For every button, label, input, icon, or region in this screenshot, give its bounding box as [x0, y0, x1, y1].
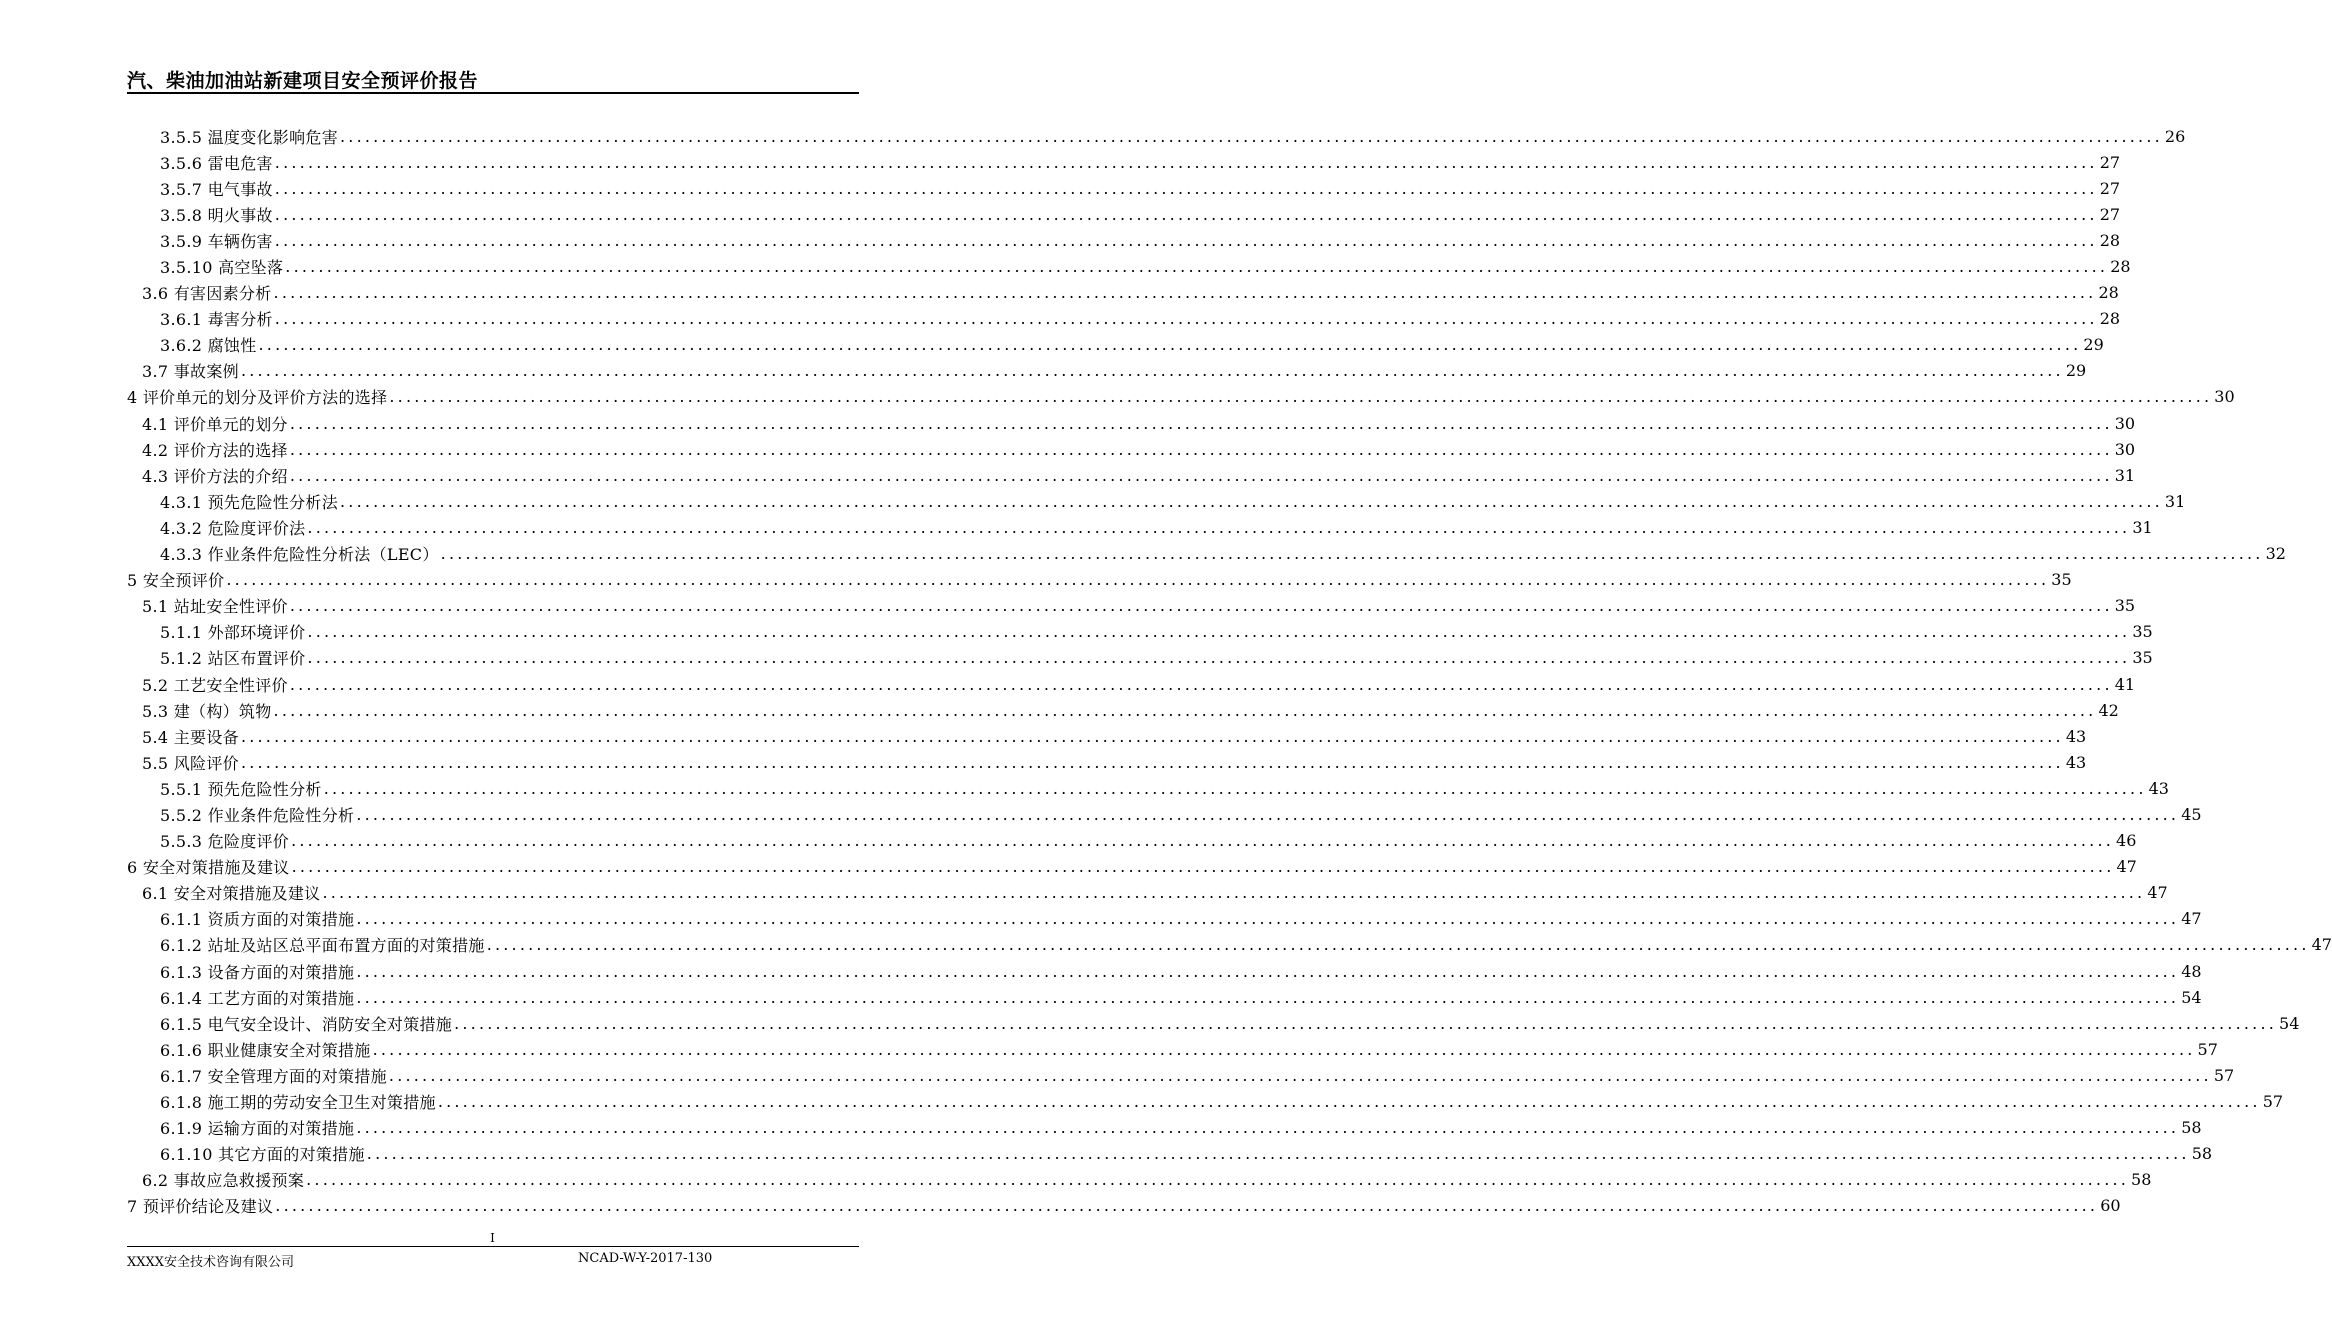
toc-dot-leader: ............................................................................................................................................................................................................................ — [240, 361, 2064, 381]
toc-entry-page-number: 47 — [2147, 883, 2168, 903]
toc-entry-title: 7 预评价结论及建议 — [127, 1197, 274, 1217]
toc-entry-page-number: 45 — [2181, 804, 2202, 824]
toc-dot-leader: ............................................................................................................................................................................................................................ — [275, 1196, 2099, 1216]
footer-divider — [127, 1246, 859, 1247]
toc-entry-title: 3.7 事故案例 — [142, 362, 239, 382]
toc-entry[interactable] — [127, 723, 2087, 749]
toc-entry[interactable] — [127, 306, 2121, 332]
toc-entry[interactable] — [127, 149, 2121, 175]
toc-entry[interactable] — [127, 358, 2087, 384]
toc-entry[interactable] — [127, 1141, 2213, 1167]
toc-entry[interactable] — [127, 514, 2153, 540]
toc-entry[interactable] — [127, 749, 2087, 775]
toc-entry-page-number: 27 — [2099, 178, 2121, 198]
toc-entry-page-number: 35 — [2132, 648, 2153, 668]
toc-entry[interactable] — [127, 697, 2119, 723]
toc-entry[interactable] — [127, 436, 2136, 462]
toc-entry[interactable] — [127, 984, 2202, 1010]
toc-dot-leader: ............................................................................................................................................................................................................................ — [289, 465, 2113, 485]
toc-entry-page-number: 43 — [2148, 778, 2169, 798]
toc-entry[interactable] — [127, 906, 2202, 932]
toc-entry-title: 3.5.9 车辆伤害 — [160, 231, 273, 251]
toc-dot-leader: ............................................................................................................................................................................................................................ — [323, 778, 2147, 798]
toc-entry[interactable] — [127, 280, 2119, 306]
toc-entry-title: 6.1.10 其它方面的对策措施 — [160, 1145, 365, 1165]
toc-dot-leader: ............................................................................................................................................................................................................................ — [307, 648, 2131, 668]
toc-dot-leader: ............................................................................................................................................................................................................................ — [289, 596, 2113, 616]
toc-entry-page-number: 28 — [2099, 309, 2121, 329]
toc-entry-page-number: 47 — [2311, 935, 2332, 955]
toc-entry-page-number: 46 — [2116, 831, 2137, 851]
toc-entry-page-number: 43 — [2065, 752, 2087, 772]
toc-entry[interactable] — [127, 828, 2137, 854]
toc-entry-title: 4.2 评价方法的选择 — [142, 440, 288, 460]
toc-entry[interactable] — [127, 227, 2121, 253]
toc-dot-leader: ............................................................................................................................................................................................................................ — [356, 909, 2180, 929]
toc-entry-page-number: 58 — [2181, 1118, 2202, 1138]
toc-entry-title: 5.5.2 作业条件危险性分析 — [160, 805, 355, 825]
toc-entry-page-number: 57 — [2213, 1065, 2235, 1085]
toc-dot-leader: ............................................................................................................................................................................................................................ — [274, 309, 2098, 329]
toc-entry-title: 3.5.5 温度变化影响危害 — [160, 127, 338, 147]
toc-entry-title: 5.1.1 外部环境评价 — [160, 623, 306, 643]
toc-entry[interactable] — [127, 462, 2136, 488]
toc-entry-title: 3.5.10 高空坠落 — [160, 258, 284, 278]
toc-entry-page-number: 54 — [2279, 1013, 2300, 1033]
toc-entry[interactable] — [127, 567, 2072, 593]
toc-entry[interactable] — [127, 1167, 2152, 1193]
toc-entry-title: 3.6 有害因素分析 — [142, 284, 272, 304]
toc-entry[interactable] — [127, 1115, 2202, 1141]
toc-dot-leader: ............................................................................................................................................................................................................................ — [240, 752, 2064, 772]
toc-entry-title: 3.6.2 腐蚀性 — [160, 336, 257, 356]
toc-entry-title: 5.5.1 预先危险性分析 — [160, 779, 322, 799]
toc-dot-leader: ............................................................................................................................................................................................................................ — [291, 831, 2115, 851]
toc-entry-page-number: 32 — [2265, 544, 2286, 564]
toc-entry[interactable] — [127, 1010, 2300, 1036]
toc-entry-title: 6.1.1 资质方面的对策措施 — [160, 910, 355, 930]
toc-entry[interactable] — [127, 1193, 2121, 1219]
toc-entry[interactable] — [127, 880, 2168, 906]
toc-entry-page-number: 27 — [2099, 152, 2121, 172]
toc-dot-leader: ............................................................................................................................................................................................................................ — [289, 674, 2113, 694]
toc-dot-leader: ............................................................................................................................................................................................................................ — [240, 726, 2064, 746]
toc-dot-leader: ............................................................................................................................................................................................................................ — [273, 700, 2097, 720]
toc-entry-page-number: 47 — [2116, 857, 2137, 877]
toc-dot-leader: ............................................................................................................................................................................................................................ — [307, 622, 2131, 642]
toc-entry-title: 5.4 主要设备 — [142, 727, 239, 747]
toc-entry-page-number: 30 — [2214, 387, 2235, 407]
toc-dot-leader: ............................................................................................................................................................................................................................ — [389, 387, 2213, 407]
toc-entry[interactable] — [127, 332, 2104, 358]
toc-entry-page-number: 26 — [2164, 126, 2186, 146]
toc-entry-page-number: 47 — [2181, 909, 2202, 929]
toc-dot-leader: ............................................................................................................................................................................................................................ — [258, 335, 2082, 355]
toc-entry[interactable] — [127, 801, 2202, 827]
toc-entry[interactable] — [127, 619, 2153, 645]
header-divider — [127, 92, 859, 94]
toc-entry[interactable] — [127, 645, 2153, 671]
toc-entry[interactable] — [127, 854, 2137, 880]
toc-dot-leader: ............................................................................................................................................................................................................................ — [356, 1118, 2180, 1138]
document-header-title: 汽、柴油加油站新建项目安全预评价报告 — [127, 70, 479, 92]
toc-entry[interactable] — [127, 253, 2131, 279]
toc-entry[interactable] — [127, 384, 2235, 410]
toc-dot-leader: ............................................................................................................................................................................................................................ — [289, 413, 2113, 433]
toc-entry-page-number: 57 — [2262, 1092, 2284, 1112]
toc-dot-leader: ............................................................................................................................................................................................................................ — [306, 1170, 2130, 1190]
toc-entry-title: 5.3 建（构）筑物 — [142, 701, 272, 721]
toc-entry-page-number: 28 — [2098, 283, 2119, 303]
toc-entry[interactable] — [127, 175, 2121, 201]
toc-dot-leader: ............................................................................................................................................................................................................................ — [285, 257, 2109, 277]
toc-entry-page-number: 43 — [2065, 726, 2087, 746]
toc-entry-title: 6.1.5 电气安全设计、消防安全对策措施 — [160, 1014, 453, 1034]
toc-entry[interactable] — [127, 671, 2136, 697]
toc-entry-title: 6.1.3 设备方面的对策措施 — [160, 962, 355, 982]
toc-dot-leader: ............................................................................................................................................................................................................................ — [356, 987, 2180, 1007]
toc-entry-title: 4.1 评价单元的划分 — [142, 414, 288, 434]
toc-entry-title: 3.6.1 毒害分析 — [160, 310, 273, 330]
toc-entry-title: 6.1.6 职业健康安全对策措施 — [160, 1040, 371, 1060]
toc-entry-title: 6.1.2 站址及站区总平面布置方面的对策措施 — [160, 936, 485, 956]
toc-entry-page-number: 29 — [2065, 361, 2087, 381]
toc-entry-page-number: 54 — [2181, 987, 2202, 1007]
toc-entry-title: 5.1 站址安全性评价 — [142, 597, 288, 617]
toc-entry-title: 6.1.9 运输方面的对策措施 — [160, 1119, 355, 1139]
toc-entry-title: 6.1.8 施工期的劳动安全卫生对策措施 — [160, 1093, 436, 1113]
toc-entry-page-number: 31 — [2114, 465, 2136, 485]
toc-entry[interactable] — [127, 123, 2186, 149]
toc-dot-leader: ............................................................................................................................................................................................................................ — [486, 935, 2310, 955]
table-of-contents — [127, 123, 2332, 1219]
toc-entry[interactable] — [127, 488, 2186, 514]
toc-entry[interactable] — [127, 1036, 2218, 1062]
toc-dot-leader: ............................................................................................................................................................................................................................ — [274, 152, 2098, 172]
toc-entry-page-number: 28 — [2110, 257, 2131, 277]
toc-entry[interactable] — [127, 1088, 2284, 1114]
toc-entry-title: 3.5.7 电气事故 — [160, 179, 273, 199]
toc-dot-leader: ............................................................................................................................................................................................................................ — [274, 178, 2098, 198]
toc-entry[interactable] — [127, 958, 2202, 984]
footer-company-name: XXXX安全技术咨询有限公司 — [127, 1255, 295, 1270]
toc-entry-title: 4.3.2 危险度评价法 — [160, 518, 306, 538]
toc-entry-title: 4 评价单元的划分及评价方法的选择 — [127, 388, 388, 408]
toc-entry-title: 5.5 风险评价 — [142, 753, 239, 773]
toc-entry-title: 4.3 评价方法的介绍 — [142, 466, 288, 486]
toc-entry[interactable] — [127, 201, 2121, 227]
toc-entry-page-number: 41 — [2114, 674, 2136, 694]
toc-dot-leader: ............................................................................................................................................................................................................................ — [226, 570, 2050, 590]
toc-dot-leader: ............................................................................................................................................................................................................................ — [273, 283, 2097, 303]
toc-entry-title: 5.2 工艺安全性评价 — [142, 675, 288, 695]
toc-entry-page-number: 58 — [2131, 1170, 2152, 1190]
toc-dot-leader: ............................................................................................................................................................................................................................ — [440, 544, 2264, 564]
toc-dot-leader: ............................................................................................................................................................................................................................ — [307, 517, 2131, 537]
toc-entry-page-number: 57 — [2197, 1039, 2218, 1059]
toc-entry-page-number: 48 — [2181, 961, 2202, 981]
toc-entry-page-number: 30 — [2114, 439, 2136, 459]
toc-entry[interactable] — [127, 593, 2136, 619]
toc-entry[interactable] — [127, 410, 2136, 436]
toc-dot-leader: ............................................................................................................................................................................................................................ — [340, 126, 2163, 146]
toc-entry[interactable] — [127, 932, 2332, 958]
toc-dot-leader: ............................................................................................................................................................................................................................ — [437, 1092, 2261, 1112]
toc-entry-page-number: 29 — [2083, 335, 2104, 355]
toc-entry-page-number: 31 — [2164, 491, 2186, 511]
toc-entry-title: 5 安全预评价 — [127, 571, 225, 591]
toc-dot-leader: ............................................................................................................................................................................................................................ — [388, 1065, 2212, 1085]
toc-entry-page-number: 31 — [2132, 517, 2153, 537]
toc-entry-title: 4.3.1 预先危险性分析法 — [160, 492, 338, 512]
toc-entry-title: 6 安全对策措施及建议 — [127, 858, 290, 878]
toc-entry-page-number: 35 — [2132, 622, 2153, 642]
toc-entry-title: 6.1.4 工艺方面的对策措施 — [160, 988, 355, 1008]
toc-entry-title: 4.3.3 作业条件危险性分析法（LEC） — [160, 545, 439, 565]
toc-dot-leader: ............................................................................................................................................................................................................................ — [372, 1039, 2196, 1059]
toc-dot-leader: ............................................................................................................................................................................................................................ — [274, 230, 2098, 250]
footer-document-code: NCAD-W-Y-2017-130 — [578, 1251, 713, 1266]
toc-dot-leader: ............................................................................................................................................................................................................................ — [366, 1144, 2190, 1164]
toc-dot-leader: ............................................................................................................................................................................................................................ — [454, 1013, 2278, 1033]
toc-entry[interactable] — [127, 1062, 2235, 1088]
toc-dot-leader: ............................................................................................................................................................................................................................ — [356, 961, 2180, 981]
toc-entry-page-number: 42 — [2098, 700, 2119, 720]
toc-dot-leader: ............................................................................................................................................................................................................................ — [322, 883, 2146, 903]
toc-entry-page-number: 60 — [2100, 1196, 2121, 1216]
toc-dot-leader: ............................................................................................................................................................................................................................ — [291, 857, 2115, 877]
toc-entry[interactable] — [127, 775, 2169, 801]
toc-dot-leader: ............................................................................................................................................................................................................................ — [289, 439, 2113, 459]
toc-entry[interactable] — [127, 541, 2286, 567]
toc-entry-page-number: 27 — [2099, 204, 2121, 224]
toc-dot-leader: ............................................................................................................................................................................................................................ — [274, 204, 2098, 224]
toc-entry-title: 3.5.8 明火事故 — [160, 205, 273, 225]
toc-entry-page-number: 35 — [2114, 596, 2136, 616]
toc-entry-title: 6.1.7 安全管理方面的对策措施 — [160, 1066, 387, 1086]
toc-entry-title: 6.1 安全对策措施及建议 — [142, 884, 321, 904]
toc-dot-leader: ............................................................................................................................................................................................................................ — [356, 804, 2180, 824]
toc-entry-title: 5.5.3 危险度评价 — [160, 832, 290, 852]
toc-entry-title: 6.2 事故应急救援预案 — [142, 1171, 305, 1191]
toc-dot-leader: ............................................................................................................................................................................................................................ — [340, 491, 2163, 511]
toc-entry-page-number: 58 — [2191, 1144, 2213, 1164]
toc-entry-title: 5.1.2 站区布置评价 — [160, 649, 306, 669]
toc-entry-page-number: 30 — [2114, 413, 2136, 433]
toc-entry-page-number: 28 — [2099, 230, 2121, 250]
toc-entry-title: 3.5.6 雷电危害 — [160, 153, 273, 173]
toc-entry-page-number: 35 — [2051, 570, 2072, 590]
page-number: I — [490, 1231, 495, 1245]
